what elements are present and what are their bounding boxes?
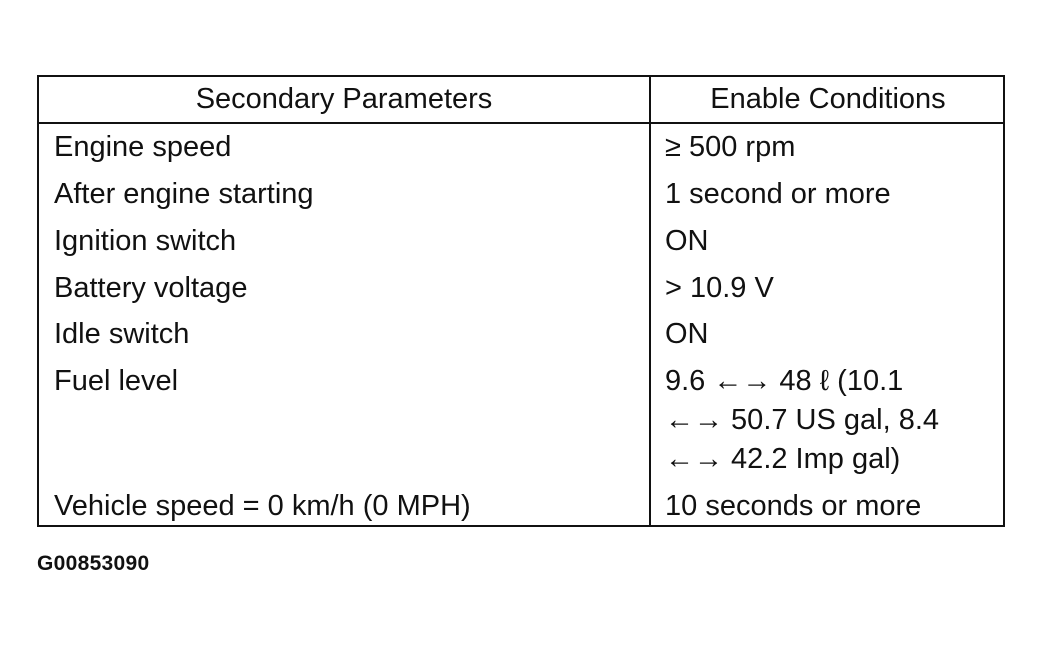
header-enable-conditions: Enable Conditions (710, 83, 946, 115)
condition-cell-multiline (665, 362, 939, 479)
condition-line: ←→ 42.2 Imp gal) (665, 443, 901, 475)
figure-id: G00853090 (37, 552, 150, 575)
condition-cell: 10 seconds or more (665, 490, 922, 522)
enable-conditions-table (37, 75, 1005, 527)
header-secondary-parameters: Secondary Parameters (195, 83, 493, 115)
parameter-cell: Idle switch (54, 318, 190, 350)
condition-line: ←→ 50.7 US gal, 8.4 (665, 404, 940, 436)
condition-cell: 1 second or more (665, 178, 891, 210)
table-header-row (39, 77, 1003, 124)
parameter-cell: Ignition switch (54, 225, 237, 257)
parameter-cell: After engine starting (54, 178, 314, 210)
condition-cell: > 10.9 V (665, 272, 774, 304)
parameter-cell: Battery voltage (54, 272, 248, 304)
parameter-cell: Vehicle speed = 0 km/h (0 MPH) (54, 490, 471, 522)
condition-line: 9.6 ←→ 48 ℓ (10.1 (665, 365, 904, 397)
condition-cell: ≥ 500 rpm (665, 131, 796, 163)
parameter-cell: Fuel level (54, 365, 179, 397)
table-body (39, 124, 1003, 525)
parameter-cell: Engine speed (54, 131, 232, 163)
condition-cell: ON (665, 318, 709, 350)
condition-cell: ON (665, 225, 709, 257)
